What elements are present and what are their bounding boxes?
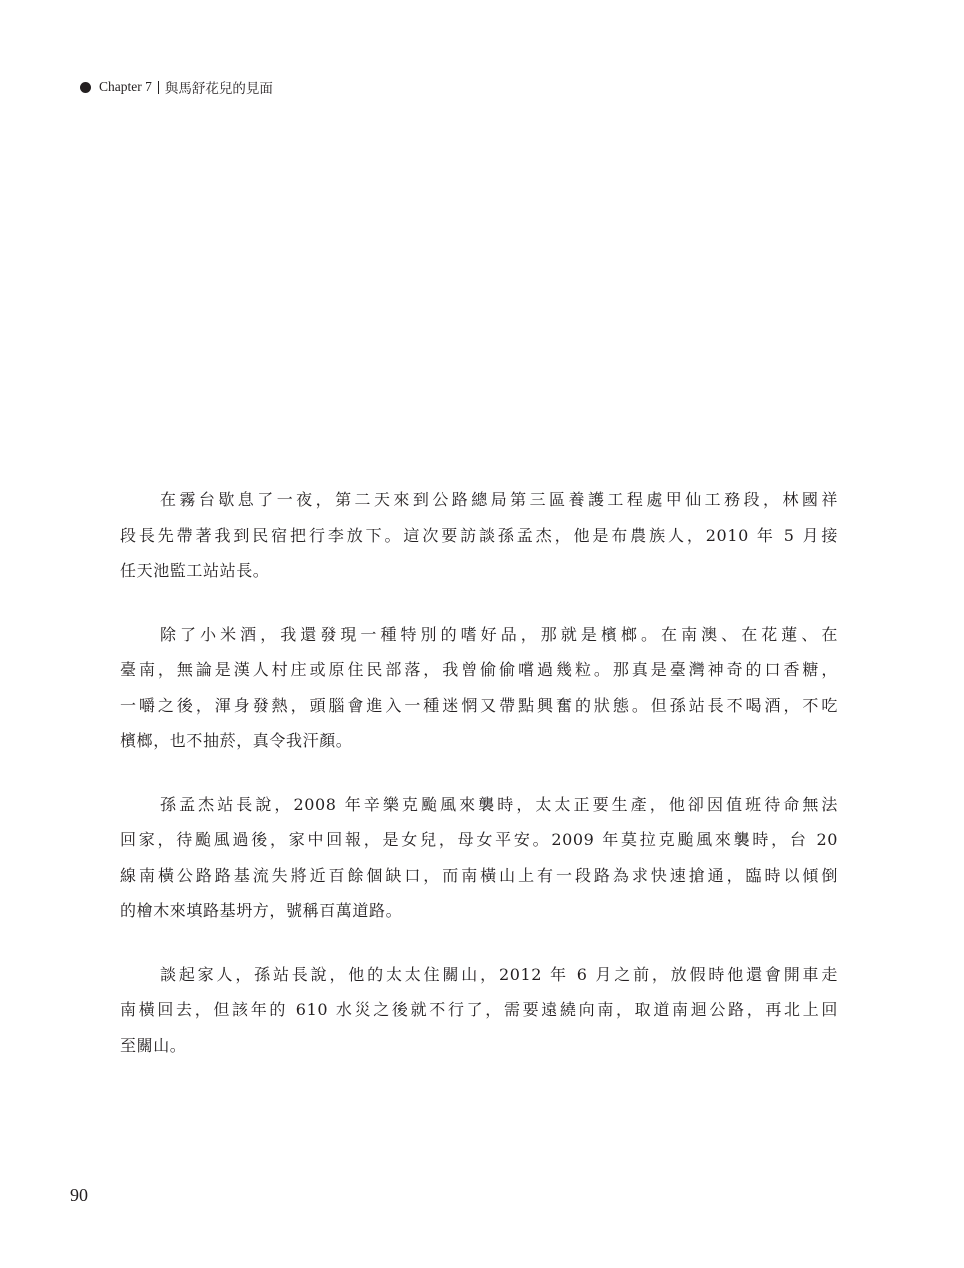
text-line: 談起家人，孫站長說，他的太太住關山，2012 年 6 月之前，放假時他還會開車走 bbox=[160, 964, 838, 984]
bullet-icon bbox=[80, 82, 91, 93]
chapter-title: 與馬舒花兒的見面 bbox=[164, 81, 273, 97]
paragraph bbox=[120, 617, 838, 759]
text-line: 的檜木來填路基坍方，號稱百萬道路。 bbox=[120, 901, 403, 920]
text-line: 檳榔，也不抽菸，真令我汗顏。 bbox=[120, 731, 353, 750]
text-line: 線南橫公路路基流失將近百餘個缺口，而南橫山上有一段路為求快速搶通，臨時以傾倒 bbox=[120, 865, 838, 885]
paragraph bbox=[120, 957, 838, 1064]
text-line: 至關山。 bbox=[120, 1035, 187, 1055]
running-header bbox=[80, 76, 273, 98]
text-line: 南橫回去，但該年的 610 水災之後就不行了，需要遠繞向南，取道南迴公路，再北上回 bbox=[120, 1000, 838, 1019]
text-line: 在霧台歇息了一夜，第二天來到公路總局第三區養護工程處甲仙工務段，林國祥 bbox=[160, 490, 838, 509]
header-divider bbox=[158, 81, 159, 94]
text-line: 任天池監工站站長。 bbox=[120, 561, 270, 580]
text-line: 孫孟杰站長說，2008 年辛樂克颱風來襲時，太太正要生產，他卻因值班待命無法 bbox=[160, 794, 838, 814]
paragraph bbox=[120, 787, 838, 929]
chapter-label: Chapter 7 bbox=[99, 79, 152, 94]
text-line: 除了小米酒，我還發現一種特別的嗜好品，那就是檳榔。在南澳、在花蓮、在 bbox=[160, 624, 838, 644]
body-text bbox=[120, 482, 838, 1091]
text-line: 段長先帶著我到民宿把行李放下。這次要訪談孫孟杰，他是布農族人，2010 年 5 月接 bbox=[120, 525, 838, 545]
text-line: 回家，待颱風過後，家中回報，是女兒，母女平安。2009 年莫拉克颱風來襲時，台 20 bbox=[120, 830, 838, 849]
text-line: 臺南，無論是漢人村庄或原住民部落，我曾偷偷嚐過幾粒。那真是臺灣神奇的口香糖， bbox=[120, 660, 838, 679]
text-line: 一嚼之後，渾身發熱，頭腦會進入一種迷惘又帶點興奮的狀態。但孫站長不喝酒，不吃 bbox=[120, 695, 838, 715]
page-number: 90 bbox=[70, 1185, 88, 1205]
paragraph bbox=[120, 482, 838, 589]
